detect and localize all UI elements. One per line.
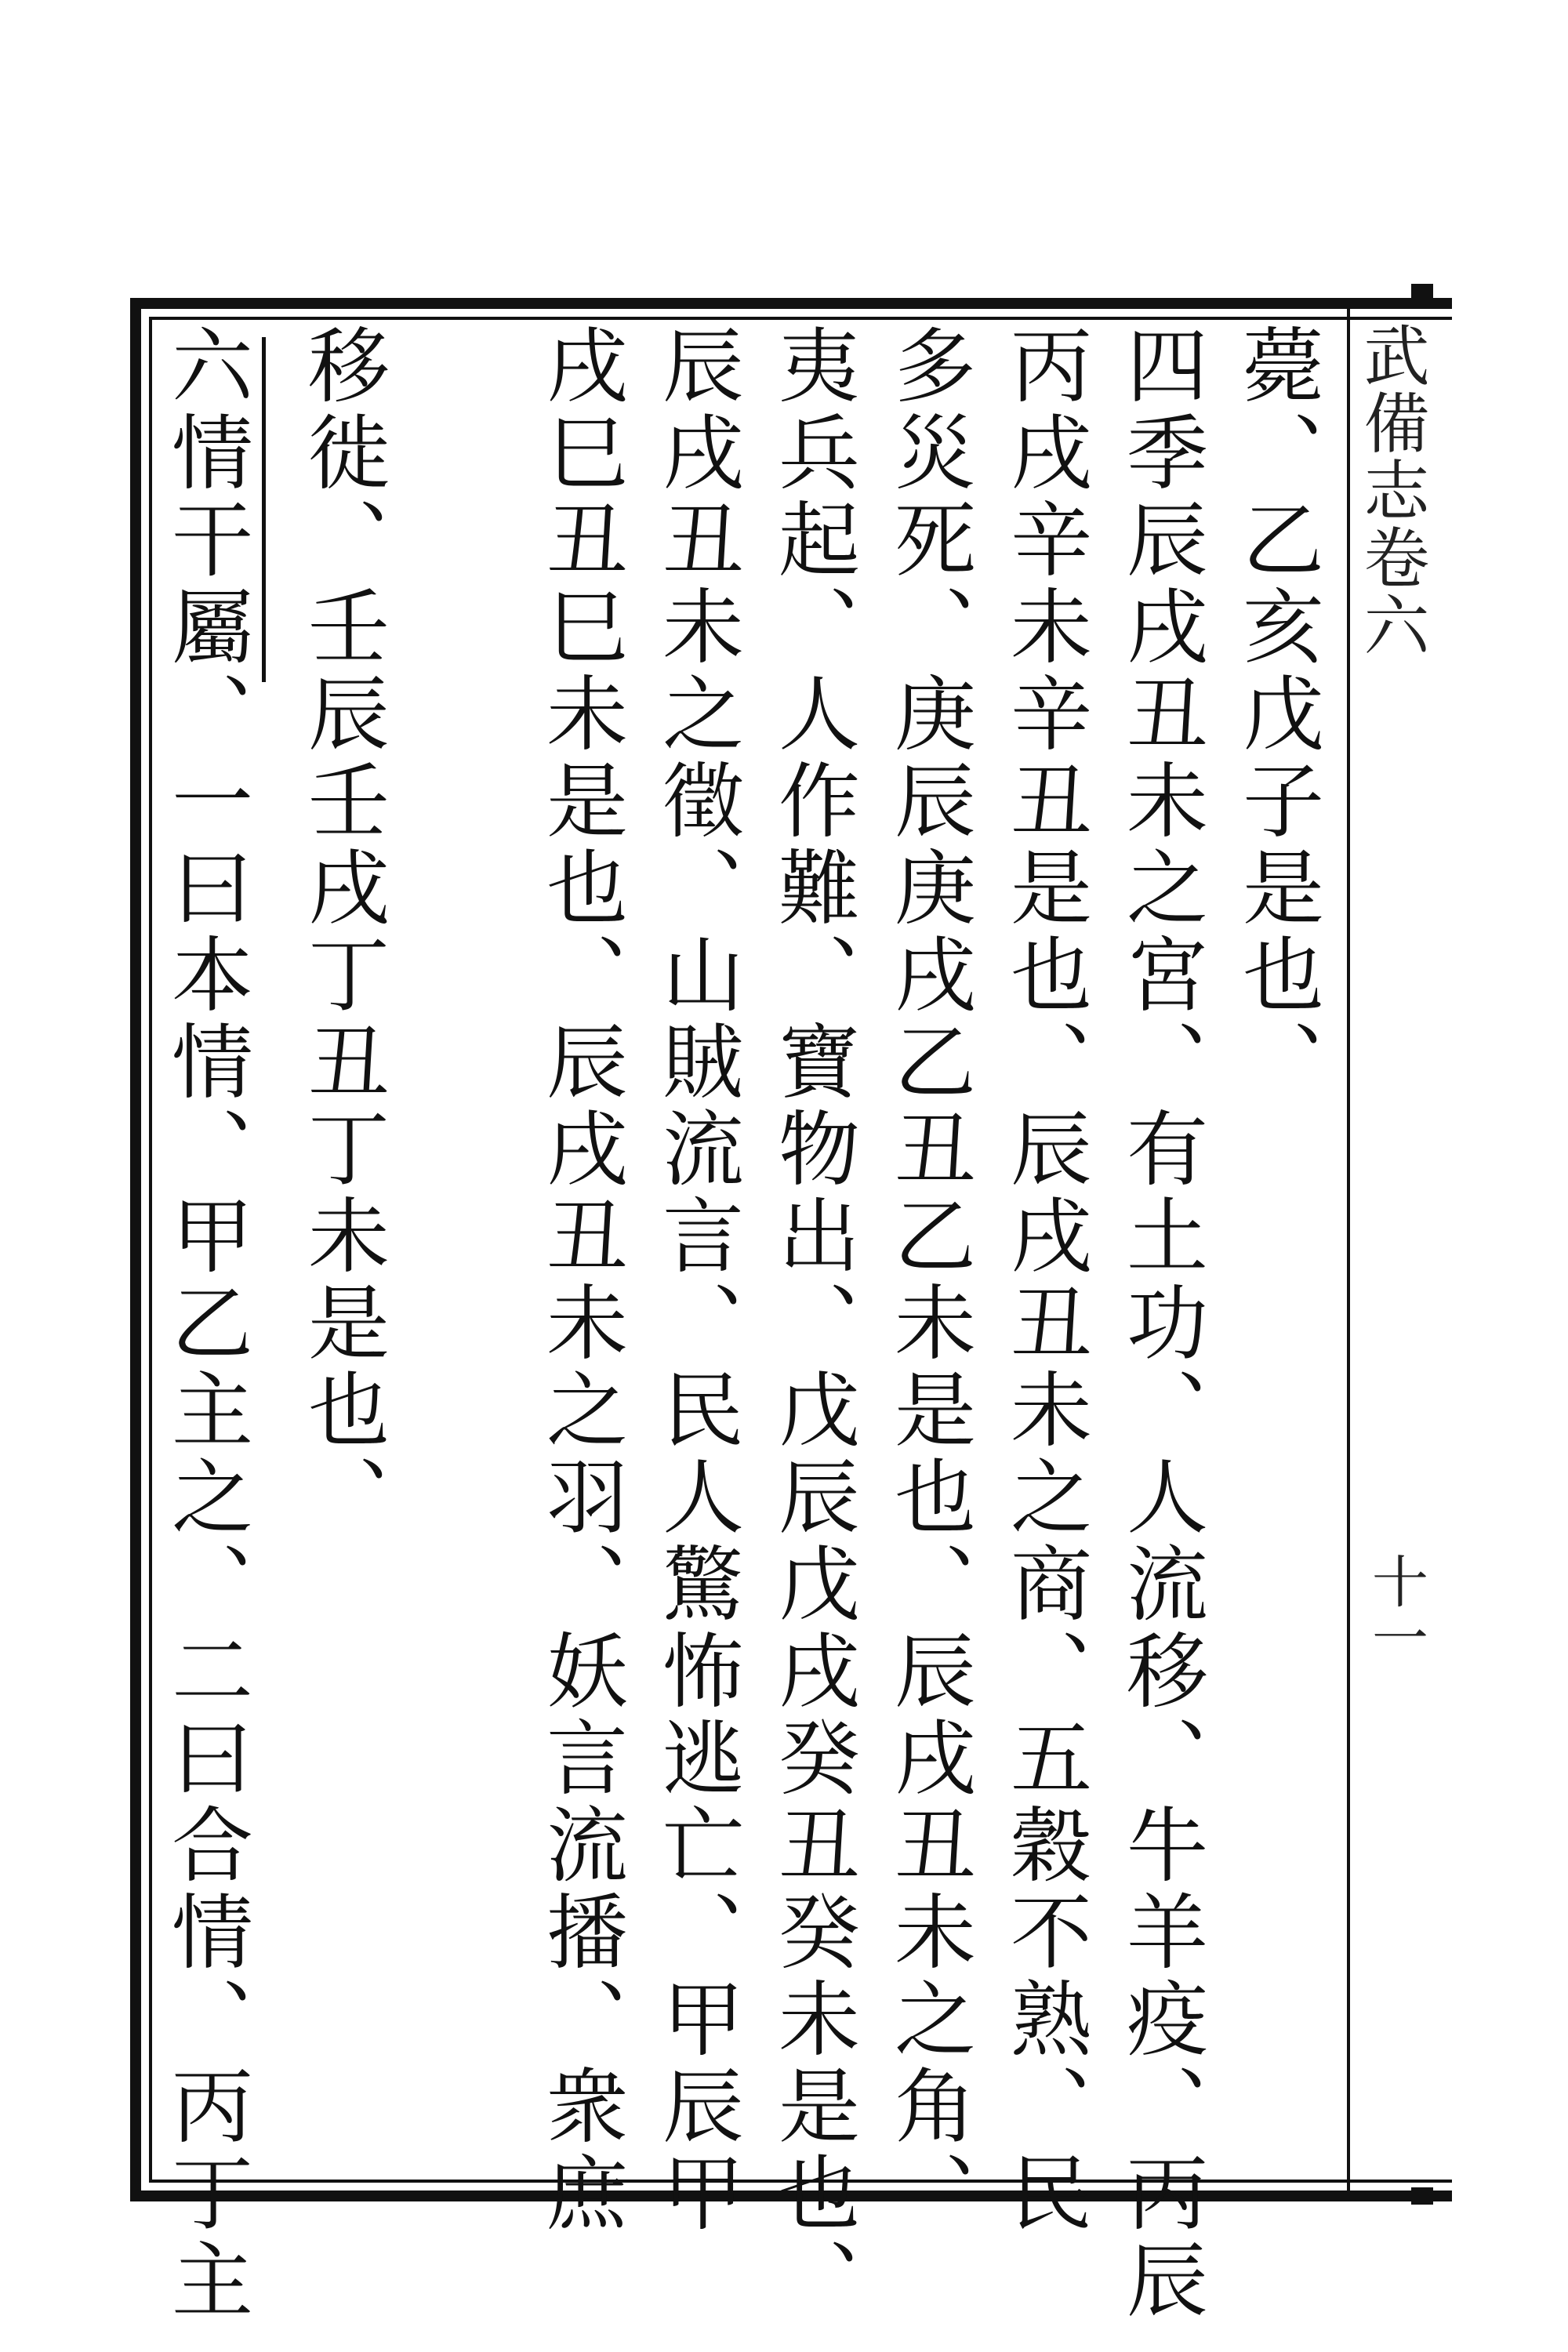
- fold-fishtail-bottom: [1411, 2187, 1433, 2205]
- text-column-6: 辰戌丑未之徵、山賊流言、民人驚怖逃亡、甲辰甲: [648, 323, 744, 2238]
- text-column-7: 戌巳丑巳未是也、辰戌丑未之羽、妖言流播、衆庶: [532, 323, 628, 2238]
- text-column-2: 四季辰戌丑未之宮、有土功、人流移、牛羊疫、丙辰: [1112, 323, 1208, 2325]
- text-column-8: 移徙、壬辰壬戌丁丑丁未是也、: [294, 323, 390, 1541]
- section-rule: [262, 337, 266, 682]
- text-column-5: 夷兵起、人作難、寶物出、戊辰戊戌癸丑癸未是也、: [764, 323, 860, 2325]
- margin-page-number: 十一: [1363, 1552, 1428, 1665]
- text-column-9: 六情干屬、一曰本情、甲乙主之、二曰合情、丙丁主: [158, 323, 253, 2325]
- text-column-3: 丙戌辛未辛丑是也、辰戌丑未之商、五穀不熟、民: [996, 323, 1092, 2238]
- fold-fishtail-top: [1411, 284, 1433, 301]
- fold-line: [1347, 306, 1350, 2195]
- margin-book-title: 武備志卷六: [1353, 321, 1430, 659]
- text-column-4: 多災死、庚辰庚戌乙丑乙未是也、辰戌丑未之角、: [880, 323, 976, 2238]
- text-column-1: 薨、乙亥戊子是也、: [1229, 323, 1324, 1106]
